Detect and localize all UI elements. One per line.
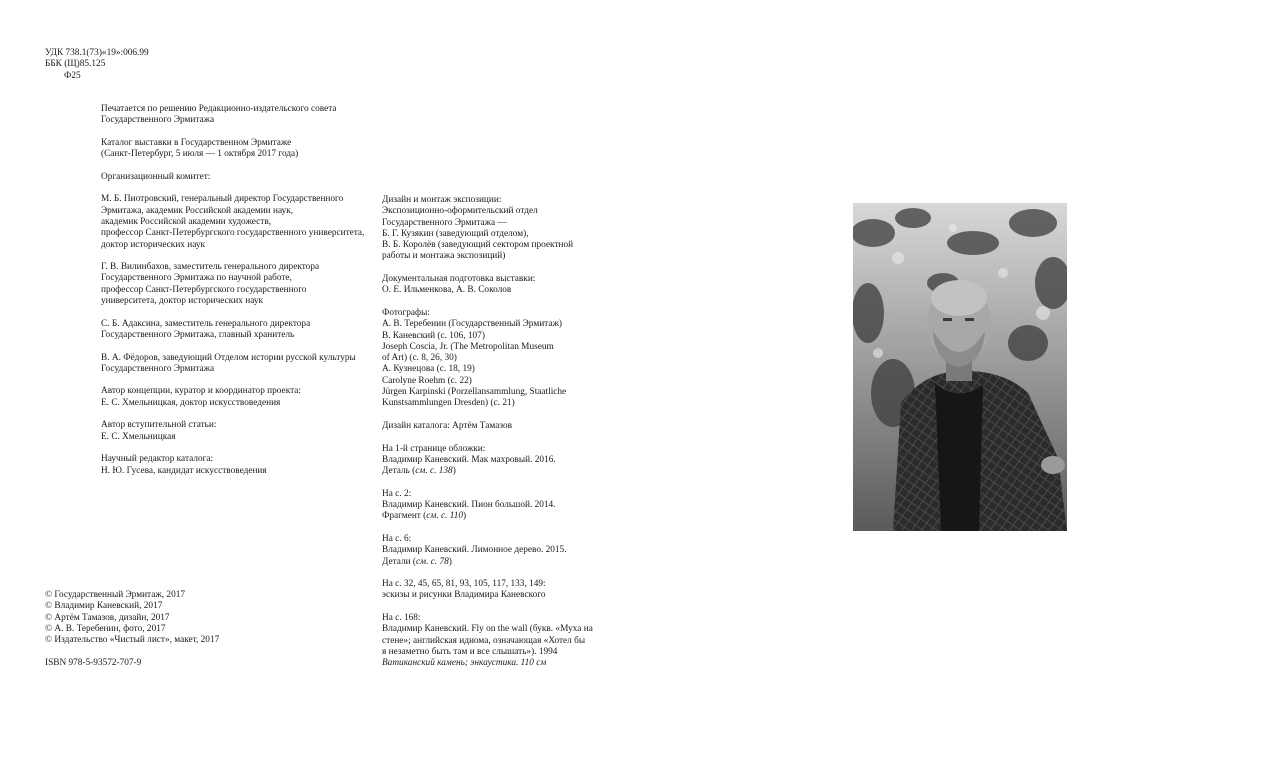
documentation-line: Документальная подготовка выставки: <box>382 274 536 285</box>
p6-heading: На с. 6: <box>382 533 412 544</box>
isbn: ISBN 978-5-93572-707-9 <box>45 657 142 668</box>
p6-caption: Владимир Каневский. Лимонное дерево. 2015. <box>382 545 567 556</box>
cover-heading: На 1-й странице обложки: <box>382 443 486 454</box>
publish-note-line: Печатается по решению Редакционно-издательского совета <box>101 104 337 114</box>
p2-detail: Фрагмент (см. с. 110) <box>382 511 467 522</box>
copyright-line: © А. В. Теребенин, фото, 2017 <box>45 623 166 634</box>
design-line: работы и монтажа экспозиций) <box>382 251 506 262</box>
article-author-name: Е. С. Хмельницкая <box>101 431 176 442</box>
photographers-line: В. Каневский (с. 106, 107) <box>382 330 485 341</box>
copyright-block <box>45 590 219 669</box>
p2-heading: На с. 2: <box>382 488 412 499</box>
article-author-heading: Автор вступительной статьи: <box>101 420 217 431</box>
page-reference: см. с. 138 <box>415 466 453 477</box>
committee-member-line: В. А. Фёдоров, заведующий Отделом истории русской культуры <box>101 352 356 363</box>
photographers-line: Carolyne Roehm (с. 22) <box>382 375 472 386</box>
cover-caption: Владимир Каневский. Мак махровый. 2016. <box>382 454 556 465</box>
p2-caption: Владимир Каневский. Пион большой. 2014. <box>382 500 556 511</box>
design-line: Государственного Эрмитажа — <box>382 217 507 228</box>
curator-name: Е. С. Хмельницкая, доктор искусствоведения <box>101 397 281 408</box>
cover-detail: Деталь (см. с. 138) <box>382 466 456 477</box>
udk-block <box>45 48 149 82</box>
udk-code: УДК 738.1(73)«19»:006.99 <box>45 48 149 58</box>
copyright-line: © Владимир Каневский, 2017 <box>45 601 163 612</box>
design-line: Экспозиционно-оформительский отдел <box>382 206 538 217</box>
p168-line: Владимир Каневский. Fly on the wall (букв. «Муха на <box>382 624 593 635</box>
committee-member-line: академик Российской академии художеств, <box>101 216 272 227</box>
design-line: В. Б. Королёв (заведующий сектором проектной <box>382 240 574 251</box>
committee-member-line: доктор исторических наук <box>101 239 206 250</box>
design-line: Б. Г. Кузякин (заведующий отделом), <box>382 228 529 239</box>
page-reference: см. с. 78 <box>416 556 449 567</box>
copyright-line: © Артём Тамазов, дизайн, 2017 <box>45 612 170 623</box>
committee-member-line: профессор Санкт-Петербургского государственного <box>101 284 307 295</box>
photographers-line: А. В. Теребенин (Государственный Эрмитаж) <box>382 319 562 330</box>
left-column <box>101 104 364 477</box>
committee-member-line: Г. В. Вилинбахов, заместитель генерального директора <box>101 262 320 273</box>
documentation-line: О. Е. Ильменкова, А. В. Соколов <box>382 285 512 296</box>
committee-member-line: Государственного Эрмитажа <box>101 363 215 374</box>
editor-heading: Научный редактор каталога: <box>101 454 214 465</box>
committee-member-line: Эрмитажа, академик Российской академии наук, <box>101 205 294 216</box>
editor-name: Н. Ю. Гусева, кандидат искусствоведения <box>101 465 267 476</box>
committee-member-line: Государственного Эрмитажа по научной работе, <box>101 273 292 284</box>
committee-member-line: университета, доктор исторических наук <box>101 296 264 307</box>
copyright-line: © Издательство «Чистый лист», макет, 2017 <box>45 635 220 646</box>
page-reference: см. с. 110 <box>426 511 464 522</box>
author-mark: Ф25 <box>64 70 81 81</box>
p168-line: я незаметно быть там и все слышать»). 1994 <box>382 646 558 657</box>
photographers-line: of Art) (с. 8, 26, 30) <box>382 353 457 364</box>
committee-heading: Организационный комитет: <box>101 171 211 182</box>
committee-member-line: С. Б. Адаксина, заместитель генерального директора <box>101 318 311 329</box>
sketches-line: эскизы и рисунки Владимира Каневского <box>382 590 546 601</box>
p168-line: стене»; английская идиома, означающая «Хотел бы <box>382 635 586 646</box>
p168-materials: Ватиканский камень; энкаустика. 110 см <box>382 658 547 669</box>
photographers-line: Фотографы: <box>382 307 430 318</box>
p6-detail: Детали (см. с. 78) <box>382 556 452 567</box>
photographers-line: А. Кузнецова (с. 18, 19) <box>382 364 475 375</box>
design-line: Дизайн и монтаж экспозиции: <box>382 195 502 205</box>
photographers-line: Jürgen Karpinski (Porzellansammlung, Staatliche <box>382 387 567 398</box>
curator-heading: Автор концепции, куратор и координатор проекта: <box>101 386 301 397</box>
right-column <box>382 195 593 669</box>
photographers-line: Joseph Coscia, Jr. (The Metropolitan Museum <box>382 341 554 352</box>
copyright-line: © Государственный Эрмитаж, 2017 <box>45 590 186 600</box>
photographers-line: Kunstsammlungen Dresden) (с. 21) <box>382 398 515 409</box>
catalog-note-line: (Санкт-Петербург, 5 июля — 1 октября 2017 года) <box>101 149 299 160</box>
publish-note-line: Государственного Эрмитажа <box>101 115 215 126</box>
portrait-photo <box>853 203 1067 531</box>
p168-line: На с. 168: <box>382 612 421 623</box>
committee-member-line: профессор Санкт-Петербургского государственного университета, <box>101 228 365 239</box>
catalog-design-line: Дизайн каталога: Артём Тамазов <box>382 420 512 431</box>
portrait-photo-graphic <box>853 203 1067 531</box>
committee-member-line: Государственного Эрмитажа, главный хранитель <box>101 329 295 340</box>
catalog-note-line: Каталог выставки в Государственном Эрмитаже <box>101 137 292 148</box>
committee-member-line: М. Б. Пиотровский, генеральный директор Государственного <box>101 194 344 205</box>
bbk-code: ББК (Щ)85.125 <box>45 59 106 70</box>
sketches-line: На с. 32, 45, 65, 81, 93, 105, 117, 133, 149: <box>382 579 546 590</box>
